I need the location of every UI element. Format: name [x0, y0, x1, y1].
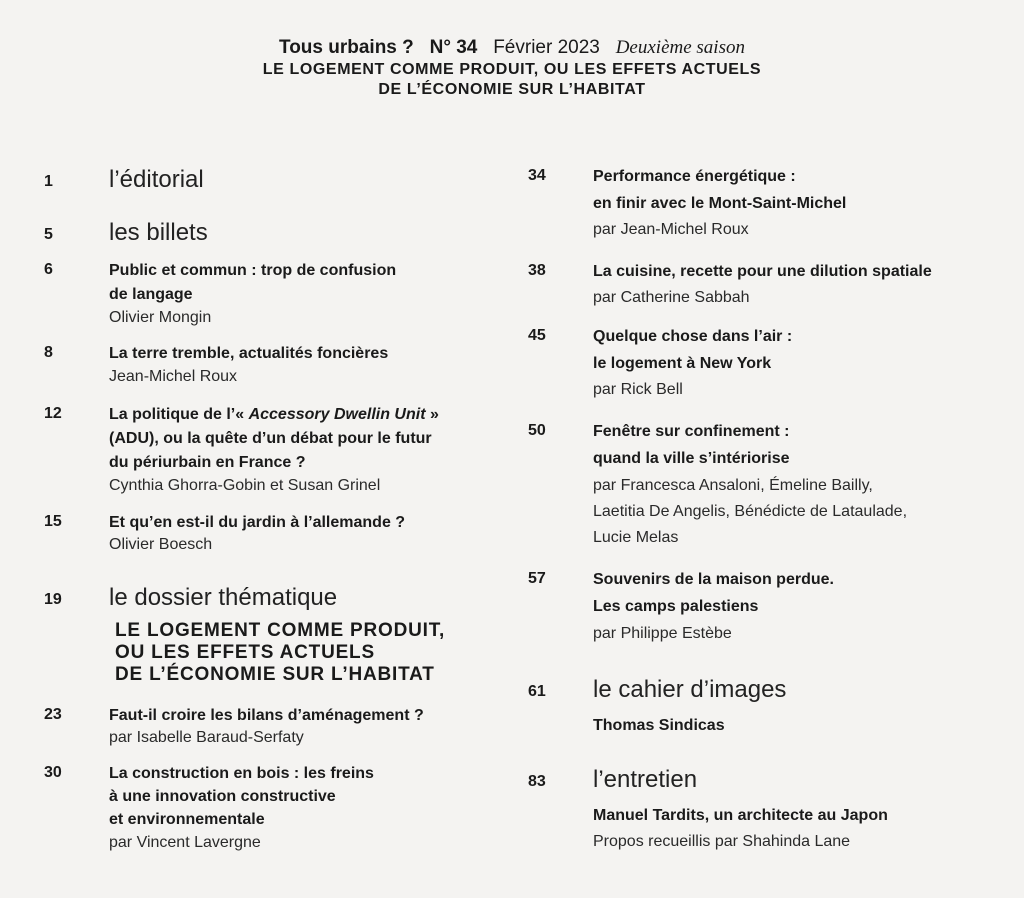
- section-title: les billets: [109, 219, 208, 246]
- author: Olivier Mongin: [109, 309, 212, 326]
- article-title-line: du périurbain en France ?: [109, 454, 306, 471]
- page-number: 45: [528, 327, 546, 344]
- article-title-line: Public et commun : trop de confusion: [109, 262, 397, 279]
- author: par Catherine Sabbah: [593, 289, 750, 306]
- author: Lucie Melas: [593, 529, 679, 546]
- theme-title-line-2: DE L’ÉCONOMIE SUR L’HABITAT: [378, 81, 646, 98]
- page-number: 6: [44, 261, 53, 278]
- issue-line: [0, 36, 1024, 60]
- page-number: 38: [528, 262, 546, 279]
- article-title-line: Quelque chose dans l’air :: [593, 328, 793, 345]
- page-number: 8: [44, 344, 53, 361]
- article-title-line: en finir avec le Mont-Saint-Michel: [593, 195, 847, 212]
- magazine-name: Tous urbains ?: [279, 37, 414, 58]
- article-title-line: La terre tremble, actualités foncières: [109, 345, 389, 362]
- page-number: 34: [528, 167, 546, 184]
- page-number: 23: [44, 706, 62, 723]
- issue-number: N° 34: [429, 37, 478, 58]
- article-title-line: La construction en bois : les freins: [109, 765, 374, 782]
- article-title-line: quand la ville s’intériorise: [593, 450, 790, 467]
- article-title-line: le logement à New York: [593, 355, 772, 372]
- author: par Rick Bell: [593, 381, 683, 398]
- author: Olivier Boesch: [109, 536, 213, 553]
- dossier-title-line: OU LES EFFETS ACTUELS: [115, 642, 375, 663]
- masthead: [0, 36, 1024, 100]
- page-number: 5: [44, 226, 53, 243]
- article-title-line: La cuisine, recette pour une dilution spatiale: [593, 263, 932, 280]
- section-title: le dossier thématique: [109, 584, 338, 611]
- article-title-line: Thomas Sindicas: [593, 717, 725, 734]
- season-label: Deuxième saison: [615, 37, 745, 58]
- article-title-line: Fenêtre sur confinement :: [593, 423, 790, 440]
- page-number: 61: [528, 683, 546, 700]
- page-number: 83: [528, 773, 546, 790]
- article-title-line: Souvenirs de la maison perdue.: [593, 571, 834, 588]
- theme-title-line-1: LE LOGEMENT COMME PRODUIT, OU LES EFFETS ACTUELS: [262, 61, 762, 78]
- page-number: 1: [44, 173, 53, 190]
- author: par Vincent Lavergne: [109, 834, 261, 851]
- section-title: le cahier d’images: [593, 676, 787, 703]
- page-number: 30: [44, 764, 62, 781]
- section-title: l’éditorial: [109, 166, 204, 193]
- article-title-line: et environnementale: [109, 811, 265, 828]
- article-title-line: Et qu’en est-il du jardin à l’allemande ?: [109, 514, 406, 531]
- author: Jean-Michel Roux: [109, 368, 238, 385]
- author: Propos recueillis par Shahinda Lane: [593, 833, 851, 850]
- article-title-line: (ADU), ou la quête d’un débat pour le futur: [109, 430, 432, 447]
- article-title-line: Faut-il croire les bilans d’aménagement ?: [109, 707, 424, 724]
- author: Laetitia De Angelis, Bénédicte de Lataulade,: [593, 503, 908, 520]
- author: par Francesca Ansaloni, Émeline Bailly,: [593, 477, 873, 494]
- article-title-line: Performance énergétique :: [593, 168, 796, 185]
- article-title-line: Les camps palestiens: [593, 598, 759, 615]
- dossier-title-line: DE L’ÉCONOMIE SUR L’HABITAT: [115, 664, 435, 685]
- italic-term: Accessory Dwellin Unit: [248, 406, 426, 423]
- author: par Isabelle Baraud-Serfaty: [109, 729, 304, 746]
- author: par Philippe Estèbe: [593, 625, 732, 642]
- page-number: 57: [528, 570, 546, 587]
- section-title: l’entretien: [593, 766, 698, 793]
- article-title-line: Manuel Tardits, un architecte au Japon: [593, 807, 888, 824]
- page-number: 15: [44, 513, 62, 530]
- article-title-line: La politique de l’« Accessory Dwellin Unit »: [109, 406, 439, 423]
- page-number: 19: [44, 591, 62, 608]
- page-number: 12: [44, 405, 62, 422]
- article-title-line: de langage: [109, 286, 193, 303]
- author: par Jean-Michel Roux: [593, 221, 749, 238]
- dossier-title-line: LE LOGEMENT COMME PRODUIT,: [115, 620, 446, 641]
- author: Cynthia Ghorra-Gobin et Susan Grinel: [109, 477, 381, 494]
- page-number: 50: [528, 422, 546, 439]
- article-title-line: à une innovation constructive: [109, 788, 336, 805]
- issue-date: Février 2023: [493, 37, 600, 58]
